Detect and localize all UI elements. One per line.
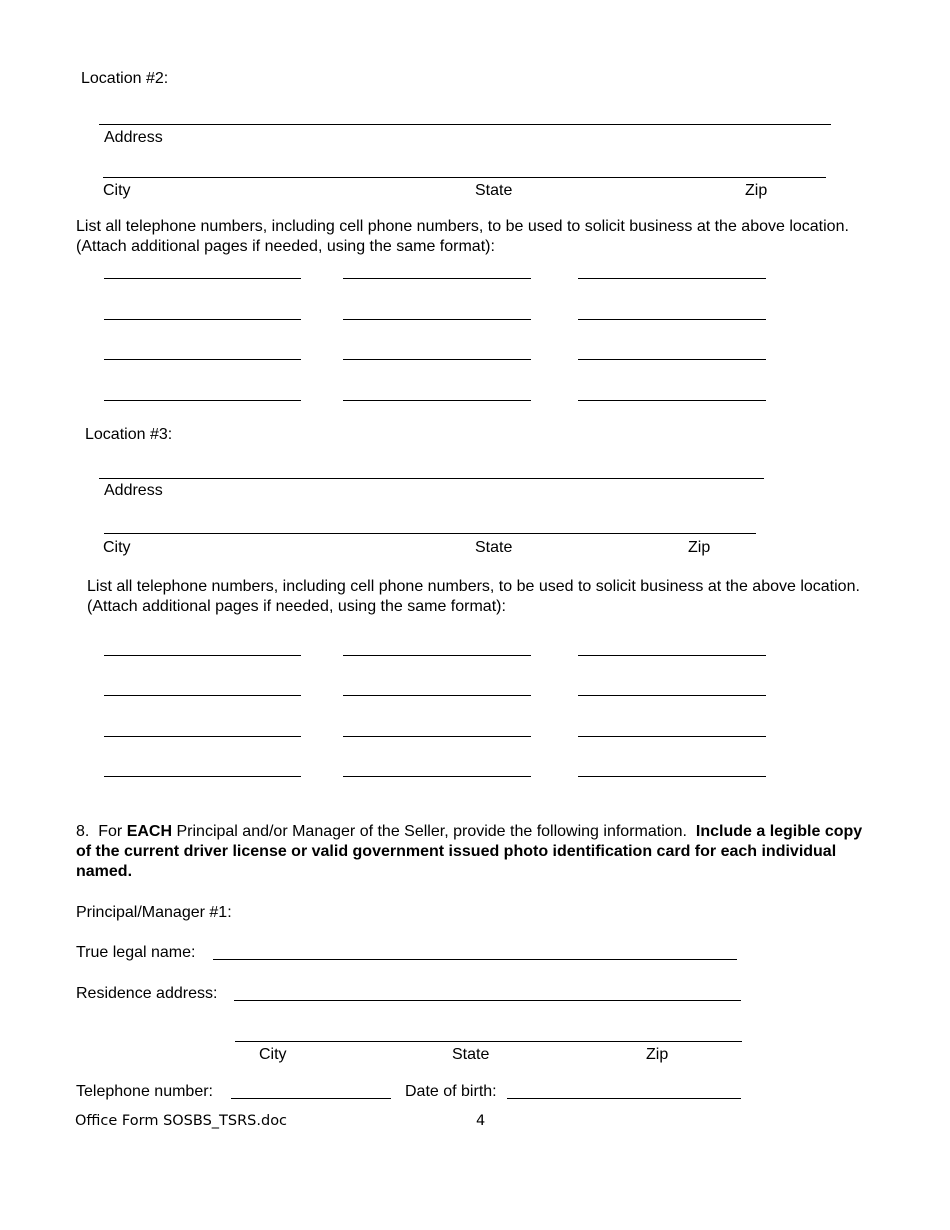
location3-state-label: State bbox=[475, 539, 513, 556]
legal-name-label: True legal name: bbox=[76, 944, 196, 961]
location2-city-state-zip-line[interactable] bbox=[103, 177, 826, 178]
location3-city-state-zip-line[interactable] bbox=[104, 533, 756, 534]
phone-line[interactable] bbox=[104, 319, 301, 320]
phone-line[interactable] bbox=[343, 776, 531, 777]
location2-phone-instructions: List all telephone numbers, including cell phone numbers, to be used to solicit business at the above location. (Attach additional pages if needed, using the same format): bbox=[76, 218, 849, 255]
dob-field[interactable] bbox=[507, 1098, 741, 1099]
phone-line[interactable] bbox=[578, 736, 766, 737]
telephone-label: Telephone number: bbox=[76, 1083, 213, 1100]
location2-zip-label: Zip bbox=[745, 182, 768, 199]
phone-line[interactable] bbox=[578, 278, 766, 279]
footer-page-number: 4 bbox=[476, 1113, 486, 1129]
location2-city-label: City bbox=[103, 182, 131, 199]
phone-line[interactable] bbox=[104, 400, 301, 401]
location2-state-label: State bbox=[475, 182, 513, 199]
phone-line[interactable] bbox=[343, 736, 531, 737]
location3-phone-instructions: List all telephone numbers, including cell phone numbers, to be used to solicit business at the above location. (Attach additional pages if needed, using the same format): bbox=[87, 578, 860, 615]
phone-line[interactable] bbox=[104, 359, 301, 360]
phone-line[interactable] bbox=[343, 319, 531, 320]
phone-line[interactable] bbox=[343, 695, 531, 696]
section8-each: EACH bbox=[126, 823, 173, 840]
residence-address-field[interactable] bbox=[234, 1000, 741, 1001]
residence-zip-label: Zip bbox=[646, 1046, 669, 1063]
phone-line[interactable] bbox=[578, 319, 766, 320]
phone-line[interactable] bbox=[343, 359, 531, 360]
location3-address-line[interactable] bbox=[99, 478, 764, 479]
phone-line[interactable] bbox=[343, 400, 531, 401]
phone-line[interactable] bbox=[578, 776, 766, 777]
location3-zip-label: Zip bbox=[688, 539, 711, 556]
section8-number: 8. bbox=[76, 823, 90, 840]
footer-form-name: Office Form SOSBS_TSRS.doc bbox=[75, 1113, 288, 1129]
location2-heading: Location #2: bbox=[81, 70, 169, 87]
residence-address-label: Residence address: bbox=[76, 985, 218, 1002]
section8-for: For bbox=[98, 823, 123, 840]
location3-heading: Location #3: bbox=[85, 426, 173, 443]
section8-instructions bbox=[76, 822, 876, 882]
phone-line[interactable] bbox=[578, 359, 766, 360]
residence-state-label: State bbox=[452, 1046, 490, 1063]
residence-city-label: City bbox=[259, 1046, 287, 1063]
location2-address-label: Address bbox=[104, 129, 163, 146]
phone-line[interactable] bbox=[104, 695, 301, 696]
phone-line[interactable] bbox=[104, 278, 301, 279]
location3-address-label: Address bbox=[104, 482, 163, 499]
phone-line[interactable] bbox=[104, 655, 301, 656]
principal-heading: Principal/Manager #1: bbox=[76, 904, 232, 921]
dob-label: Date of birth: bbox=[405, 1083, 497, 1100]
phone-line[interactable] bbox=[578, 655, 766, 656]
phone-line[interactable] bbox=[343, 278, 531, 279]
phone-line[interactable] bbox=[578, 400, 766, 401]
telephone-field[interactable] bbox=[231, 1098, 391, 1099]
residence-city-state-zip-field[interactable] bbox=[235, 1041, 742, 1042]
phone-line[interactable] bbox=[578, 695, 766, 696]
section8-middle: Principal and/or Manager of the Seller, provide the following information. bbox=[176, 823, 687, 840]
legal-name-field[interactable] bbox=[213, 959, 737, 960]
phone-line[interactable] bbox=[343, 655, 531, 656]
section8-bold-requirement: Include a legible copy of the current driver license or valid government issued photo identification card for each individual named. bbox=[76, 823, 863, 880]
location3-city-label: City bbox=[103, 539, 131, 556]
phone-line[interactable] bbox=[104, 736, 301, 737]
phone-line[interactable] bbox=[104, 776, 301, 777]
location2-address-line[interactable] bbox=[99, 124, 831, 125]
